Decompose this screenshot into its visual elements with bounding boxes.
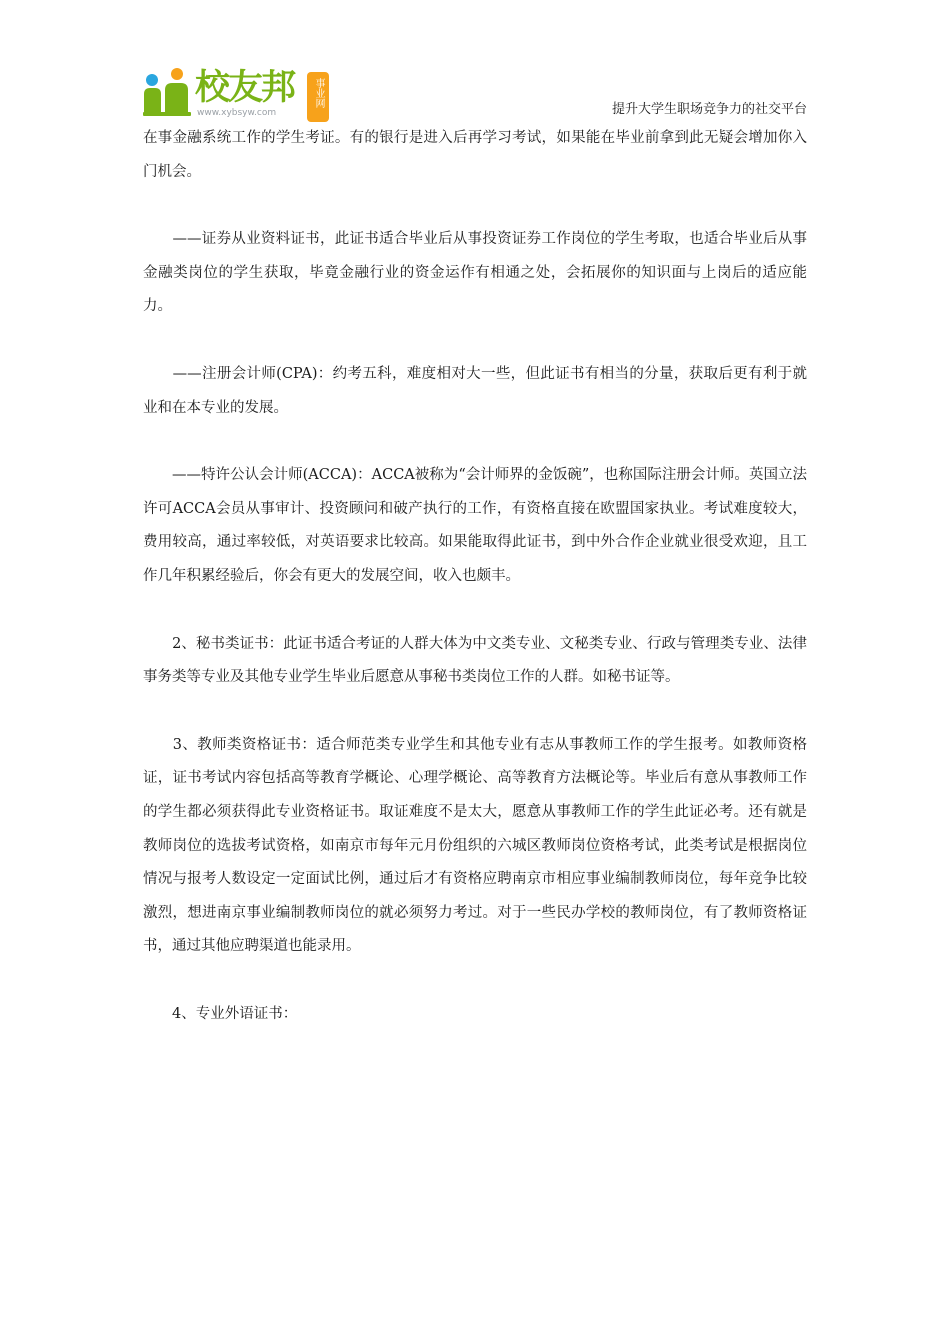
paragraph-foreign-language-certificate: 4、专业外语证书： <box>143 1005 298 1022</box>
paragraph-acca: ——特许公认会计师(ACCA)：ACCA被称为“会计师界的金饭碗”，也称国际注册会计师。英国立法许可ACCA会员从事审计、投资顾问和破产执行的工作，有资格直接在欧盟国家执业。考试难度较大，费用较高，通过率较低，对英语要求比较高。如果能取得此证书，到中外合作企业就业很受欢迎，且工作几年积累经验后，你会有更大的发展空间，收入也颇丰。 <box>143 467 807 584</box>
logo-badge-text: 事业网 <box>313 78 324 108</box>
header-tagline: 提升大学生职场竞争力的社交平台 <box>611 102 807 117</box>
students-mascot-icon <box>143 66 195 122</box>
page-header <box>0 0 950 124</box>
paragraph-teacher-certificate: 3、教师类资格证书：适合师范类专业学生和其他专业有志从事教师工作的学生报考。如教师资格证，证书考试内容包括高等教育学概论、心理学概论、高等教育方法概论等。毕业后有意从事教师工作的学生都必须获得此专业资格证书。取证难度不是太大，愿意从事教师工作的学生此证必考。还有就是教师岗位的选拔考试资格，如南京市每年元月份组织的六城区教师岗位资格考试，此类考试是根据岗位情况与报考人数设定一定面试比例，通过后才有资格应聘南京市相应事业编制教师岗位，每年竞争比较激烈，想进南京事业编制教师岗位的就必须努力考过。对于一些民办学校的教师岗位，有了教师资格证书，通过其他应聘渠道也能录用。 <box>143 736 807 955</box>
logo-badge <box>307 72 329 122</box>
site-logo[interactable] <box>143 66 333 126</box>
paragraph-cpa: ——注册会计师(CPA)：约考五科，难度相对大一些，但此证书有相当的分量，获取后更有利于就业和在本专业的发展。 <box>143 365 807 416</box>
logo-url: www.xybsyw.com <box>197 108 277 118</box>
paragraph-banking-continuation: 在事金融系统工作的学生考证。有的银行是进入后再学习考试，如果能在毕业前拿到此无疑会增加你入门机会。 <box>143 130 807 180</box>
document-body <box>143 122 807 1031</box>
logo-text: 校友邦 <box>195 68 295 108</box>
paragraph-secretary-certificate: 2、秘书类证书：此证书适合考证的人群大体为中文类专业、文秘类专业、行政与管理类专业、法律事务类等专业及其他专业学生毕业后愿意从事秘书类岗位工作的人群。如秘书证等。 <box>143 635 807 686</box>
paragraph-securities-certificate: ——证券从业资料证书，此证书适合毕业后从事投资证券工作岗位的学生考取，也适合毕业后从事金融类岗位的学生获取，毕竟金融行业的资金运作有相通之处，会拓展你的知识面与上岗后的适应能力。 <box>143 231 807 315</box>
